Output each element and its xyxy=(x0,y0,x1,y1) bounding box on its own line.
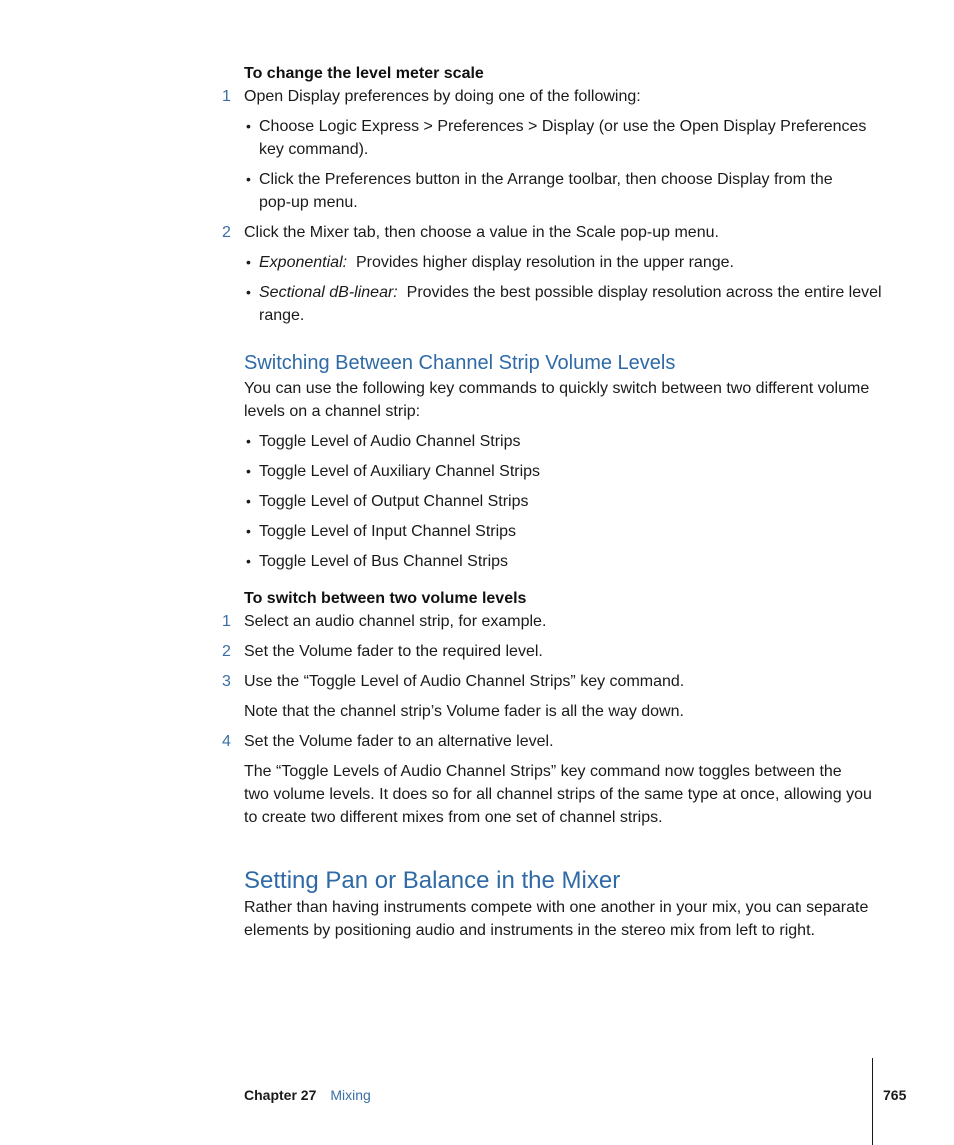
step-note: The “Toggle Levels of Audio Channel Strips” key command now toggles between the xyxy=(244,763,842,780)
section-heading: Switching Between Channel Strip Volume Levels xyxy=(244,352,676,374)
section-heading-main: Setting Pan or Balance in the Mixer xyxy=(244,867,621,894)
step-number: 2 xyxy=(222,224,231,241)
section-intro: You can use the following key commands to quickly switch between two different volume xyxy=(244,380,870,397)
definition-term: Sectional dB-linear: xyxy=(259,284,398,301)
bullet-text: Click the Preferences button in the Arrange toolbar, then choose Display from the xyxy=(259,171,833,188)
step-text: Select an audio channel strip, for example. xyxy=(244,613,547,630)
bullet-icon: • xyxy=(246,553,251,569)
section-intro-continued: elements by positioning audio and instruments in the stereo mix from left to right. xyxy=(244,922,815,939)
footer-divider xyxy=(872,1058,873,1145)
section-intro: Rather than having instruments compete with one another in your mix, you can separate xyxy=(244,899,869,916)
definition-item xyxy=(259,281,882,304)
step-number: 2 xyxy=(222,643,231,660)
step-text: Open Display preferences by doing one of the following: xyxy=(244,88,641,105)
key-command-item: Toggle Level of Bus Channel Strips xyxy=(259,553,509,570)
step-note-continued: to create two different mixes from one set of channel strips. xyxy=(244,809,663,826)
definition-text-continued: range. xyxy=(259,307,305,324)
bullet-icon: • xyxy=(246,523,251,539)
key-command-item: Toggle Level of Audio Channel Strips xyxy=(259,433,521,450)
bullet-text: Choose Logic Express > Preferences > Display (or use the Open Display Preferences xyxy=(259,118,867,135)
key-command-item: Toggle Level of Auxiliary Channel Strips xyxy=(259,463,541,480)
step-text: Click the Mixer tab, then choose a value in the Scale pop-up menu. xyxy=(244,224,719,241)
bullet-icon: • xyxy=(246,118,251,134)
bullet-text-continued: pop-up menu. xyxy=(259,194,358,211)
task-title-change-meter-scale: To change the level meter scale xyxy=(244,65,484,82)
step-number: 1 xyxy=(222,88,231,105)
step-text: Set the Volume fader to the required level. xyxy=(244,643,543,660)
key-command-item: Toggle Level of Output Channel Strips xyxy=(259,493,529,510)
footer xyxy=(244,1086,371,1105)
bullet-icon: • xyxy=(246,284,251,300)
key-command-item: Toggle Level of Input Channel Strips xyxy=(259,523,517,540)
bullet-icon: • xyxy=(246,433,251,449)
footer-section: Mixing xyxy=(330,1087,371,1103)
bullet-icon: • xyxy=(246,493,251,509)
section-intro-continued: levels on a channel strip: xyxy=(244,403,421,420)
step-number: 1 xyxy=(222,613,231,630)
footer-chapter: Chapter 27 xyxy=(244,1087,317,1103)
definition-text: Provides the best possible display resolution across the entire level xyxy=(406,284,882,301)
task-title-switch-volume-levels: To switch between two volume levels xyxy=(244,590,527,607)
step-text: Set the Volume fader to an alternative level. xyxy=(244,733,554,750)
step-text: Use the “Toggle Level of Audio Channel Strips” key command. xyxy=(244,673,685,690)
step-note-continued: two volume levels. It does so for all channel strips of the same type at once, allowing you xyxy=(244,786,872,803)
bullet-icon: • xyxy=(246,171,251,187)
definition-item xyxy=(259,251,734,274)
bullet-text-continued: key command). xyxy=(259,141,369,158)
step-number: 4 xyxy=(222,733,231,750)
page-number: 765 xyxy=(883,1087,907,1103)
definition-term: Exponential: xyxy=(259,254,348,271)
bullet-icon: • xyxy=(246,463,251,479)
definition-text: Provides higher display resolution in the upper range. xyxy=(355,254,734,271)
step-number: 3 xyxy=(222,673,231,690)
step-note: Note that the channel strip’s Volume fader is all the way down. xyxy=(244,703,684,720)
bullet-icon: • xyxy=(246,254,251,270)
